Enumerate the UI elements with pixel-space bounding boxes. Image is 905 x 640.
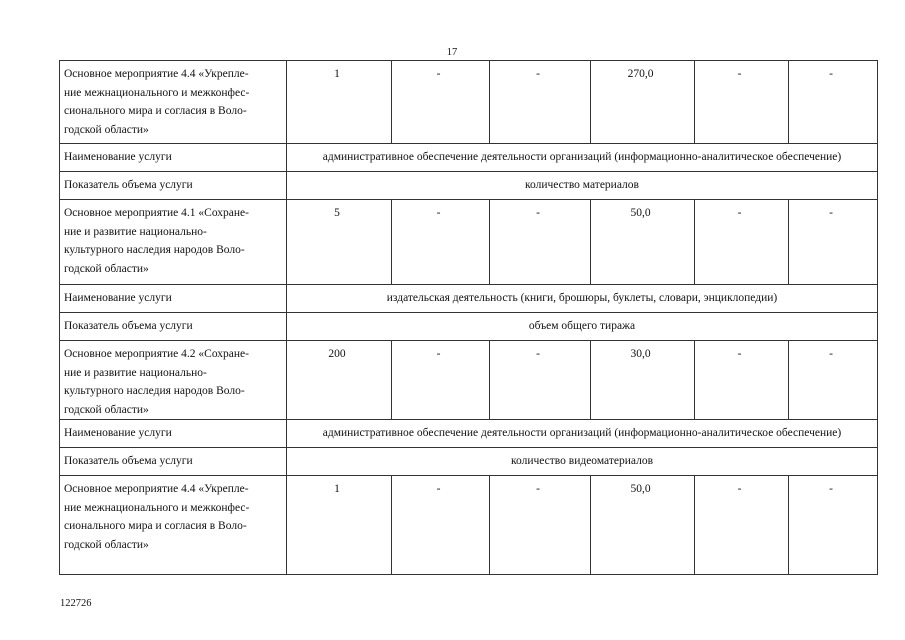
value-cell: 50,0: [591, 476, 695, 575]
value-cell: -: [490, 341, 591, 420]
value-cell: -: [392, 200, 490, 285]
value-cell: -: [695, 200, 789, 285]
table-row: [60, 313, 878, 341]
value-cell: 30,0: [591, 341, 695, 420]
event-title: Основное мероприятие 4.4 «Укрепле- ние межнационального и межконфес- сионального мира и согласия в Воло- годской области»: [60, 476, 287, 575]
value-cell: -: [490, 61, 591, 144]
table-row: [60, 341, 878, 420]
service-name-value: административное обеспечение деятельности организаций (информационно-аналитическое обеспечение): [287, 420, 878, 448]
event-title: Основное мероприятие 4.4 «Укрепле- ние межнационального и межконфес- сионального мира и согласия в Воло- годской области»: [60, 61, 287, 144]
services-table: [59, 60, 878, 575]
service-name-label: Наименование услуги: [60, 285, 287, 313]
value-cell: -: [490, 476, 591, 575]
volume-indicator-label: Показатель объема услуги: [60, 172, 287, 200]
volume-indicator-value: количество видеоматериалов: [287, 448, 878, 476]
service-name-value: издательская деятельность (книги, брошюры, буклеты, словари, энциклопедии): [287, 285, 878, 313]
value-cell: 270,0: [591, 61, 695, 144]
value-cell: -: [392, 476, 490, 575]
table-row: [60, 144, 878, 172]
value-cell: -: [789, 61, 878, 144]
value-cell: 1: [287, 476, 392, 575]
event-title: Основное мероприятие 4.2 «Сохране- ние и развитие национально- культурного наследия народов Воло- годской области»: [60, 341, 287, 420]
table-row: [60, 476, 878, 575]
table-row: [60, 285, 878, 313]
table-row: [60, 172, 878, 200]
value-cell: 200: [287, 341, 392, 420]
value-cell: -: [789, 476, 878, 575]
table-row: [60, 200, 878, 285]
value-cell: -: [695, 61, 789, 144]
service-name-label: Наименование услуги: [60, 144, 287, 172]
event-title: Основное мероприятие 4.1 «Сохране- ние и развитие национально- культурного наследия народов Воло- годской области»: [60, 200, 287, 285]
value-cell: 5: [287, 200, 392, 285]
value-cell: -: [490, 200, 591, 285]
value-cell: 1: [287, 61, 392, 144]
value-cell: -: [392, 341, 490, 420]
value-cell: 50,0: [591, 200, 695, 285]
table-row: [60, 448, 878, 476]
service-name-label: Наименование услуги: [60, 420, 287, 448]
value-cell: -: [789, 341, 878, 420]
value-cell: -: [695, 476, 789, 575]
value-cell: -: [695, 341, 789, 420]
value-cell: -: [789, 200, 878, 285]
page-number: 17: [446, 47, 458, 58]
volume-indicator-label: Показатель объема услуги: [60, 313, 287, 341]
value-cell: -: [392, 61, 490, 144]
table-row: [60, 61, 878, 144]
table-row: [60, 420, 878, 448]
service-name-value: административное обеспечение деятельности организаций (информационно-аналитическое обеспечение): [287, 144, 878, 172]
volume-indicator-label: Показатель объема услуги: [60, 448, 287, 476]
document-code: 122726: [60, 598, 92, 609]
volume-indicator-value: количество материалов: [287, 172, 878, 200]
volume-indicator-value: объем общего тиража: [287, 313, 878, 341]
